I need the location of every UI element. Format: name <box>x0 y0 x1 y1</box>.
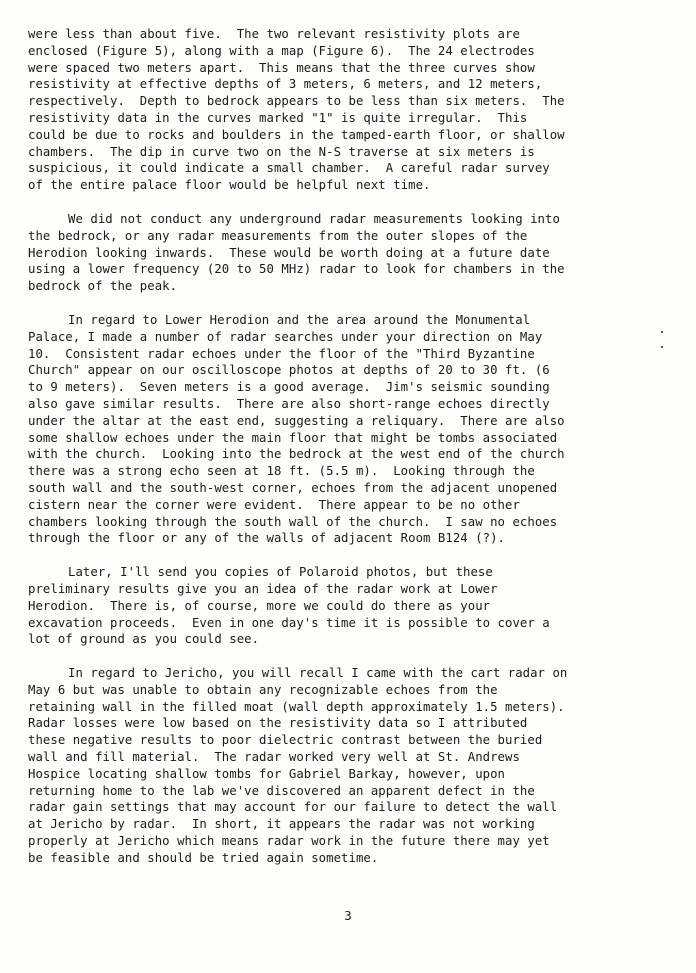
text-line: radar gain settings that may account for our failure to detect the wall <box>28 800 558 815</box>
text-line: 10. Consistent radar echoes under the floor of the "Third Byzantine <box>28 346 535 361</box>
paragraph <box>28 211 638 295</box>
text-line: with the church. Looking into the bedrock at the west end of the church <box>28 447 565 462</box>
text-line: the bedrock, or any radar measurements from the outer slopes of the <box>28 228 528 243</box>
text-line: May 6 but was unable to obtain any recognizable echoes from the <box>28 682 498 697</box>
text-line: south wall and the south-west corner, echoes from the adjacent unopened <box>28 480 558 495</box>
text-line: Later, I'll send you copies of Polaroid photos, but these <box>68 565 493 580</box>
text-line: Church" appear on our oscilloscope photos at depths of 20 to 30 ft. (6 <box>28 363 550 378</box>
text-line: enclosed (Figure 5), along with a map (Figure 6). The 24 electrodes <box>28 43 535 58</box>
text-line: In regard to Lower Herodion and the area around the Monumental <box>68 312 531 327</box>
text-line: to 9 meters). Seven meters is a good average. Jim's seismic sounding <box>28 380 550 395</box>
paragraph <box>28 665 638 867</box>
text-line: returning home to the lab we've discovered an apparent defect in the <box>28 783 535 798</box>
text-line: In regard to Jericho, you will recall I came with the cart radar on <box>68 666 568 681</box>
text-line: We did not conduct any underground radar measurements looking into <box>68 211 560 226</box>
text-line: could be due to rocks and boulders in the tamped-earth floor, or shallow <box>28 127 565 142</box>
text-line: Herodion looking inwards. These would be worth doing at a future date <box>28 245 550 260</box>
text-line: lot of ground as you could see. <box>28 632 260 647</box>
text-line: also gave similar results. There are also short-range echoes directly <box>28 396 550 411</box>
text-line: Hospice locating shallow tombs for Gabriel Barkay, however, upon <box>28 766 506 781</box>
text-line: there was a strong echo seen at 18 ft. (5.5 m). Looking through the <box>28 464 535 479</box>
text-line: chambers looking through the south wall of the church. I saw no echoes <box>28 514 558 529</box>
text-line: preliminary results give you an idea of the radar work at Lower <box>28 581 498 596</box>
text-line: resistivity data in the curves marked "1" is quite irregular. This <box>28 110 528 125</box>
text-line: using a lower frequency (20 to 50 MHz) radar to look for chambers in the <box>28 262 565 277</box>
text-line: under the altar at the east end, suggesting a reliquary. There are also <box>28 413 565 428</box>
text-line: bedrock of the peak. <box>28 279 178 294</box>
text-line: Palace, I made a number of radar searches under your direction on May <box>28 329 543 344</box>
text-line: suspicious, it could indicate a small chamber. A careful radar survey <box>28 161 550 176</box>
paragraph <box>28 26 638 194</box>
text-line: properly at Jericho which means radar work in the future there may yet <box>28 834 550 849</box>
text-line: Herodion. There is, of course, more we could do there as your <box>28 598 491 613</box>
text-line: at Jericho by radar. In short, it appears the radar was not working <box>28 817 535 832</box>
margin-mark <box>661 331 663 333</box>
page-number: 3 <box>344 909 352 923</box>
text-line: be feasible and should be tried again sometime. <box>28 850 379 865</box>
text-line: these negative results to poor dielectric contrast between the buried <box>28 733 543 748</box>
text-line: chambers. The dip in curve two on the N-S traverse at six meters is <box>28 144 535 159</box>
letter-body <box>28 26 638 884</box>
paragraph <box>28 312 638 547</box>
text-line: resistivity at effective depths of 3 meters, 6 meters, and 12 meters, <box>28 77 543 92</box>
text-line: some shallow echoes under the main floor that might be tombs associated <box>28 430 558 445</box>
text-line: wall and fill material. The radar worked very well at St. Andrews <box>28 750 520 765</box>
text-line: were less than about five. The two relevant resistivity plots are <box>28 27 520 41</box>
paragraph <box>28 564 638 648</box>
text-line: retaining wall in the filled moat (wall depth approximately 1.5 meters). <box>28 699 565 714</box>
text-line: were spaced two meters apart. This means that the three curves show <box>28 60 535 75</box>
text-line: respectively. Depth to bedrock appears to be less than six meters. The <box>28 94 565 109</box>
text-line: through the floor or any of the walls of adjacent Room B124 (?). <box>28 531 506 546</box>
text-line: excavation proceeds. Even in one day's time it is possible to cover a <box>28 615 550 630</box>
text-line: cistern near the corner were evident. There appear to be no other <box>28 497 520 512</box>
text-line: of the entire palace floor would be helpful next time. <box>28 178 431 193</box>
text-line: Radar losses were low based on the resistivity data so I attributed <box>28 716 528 731</box>
margin-mark <box>661 346 663 348</box>
